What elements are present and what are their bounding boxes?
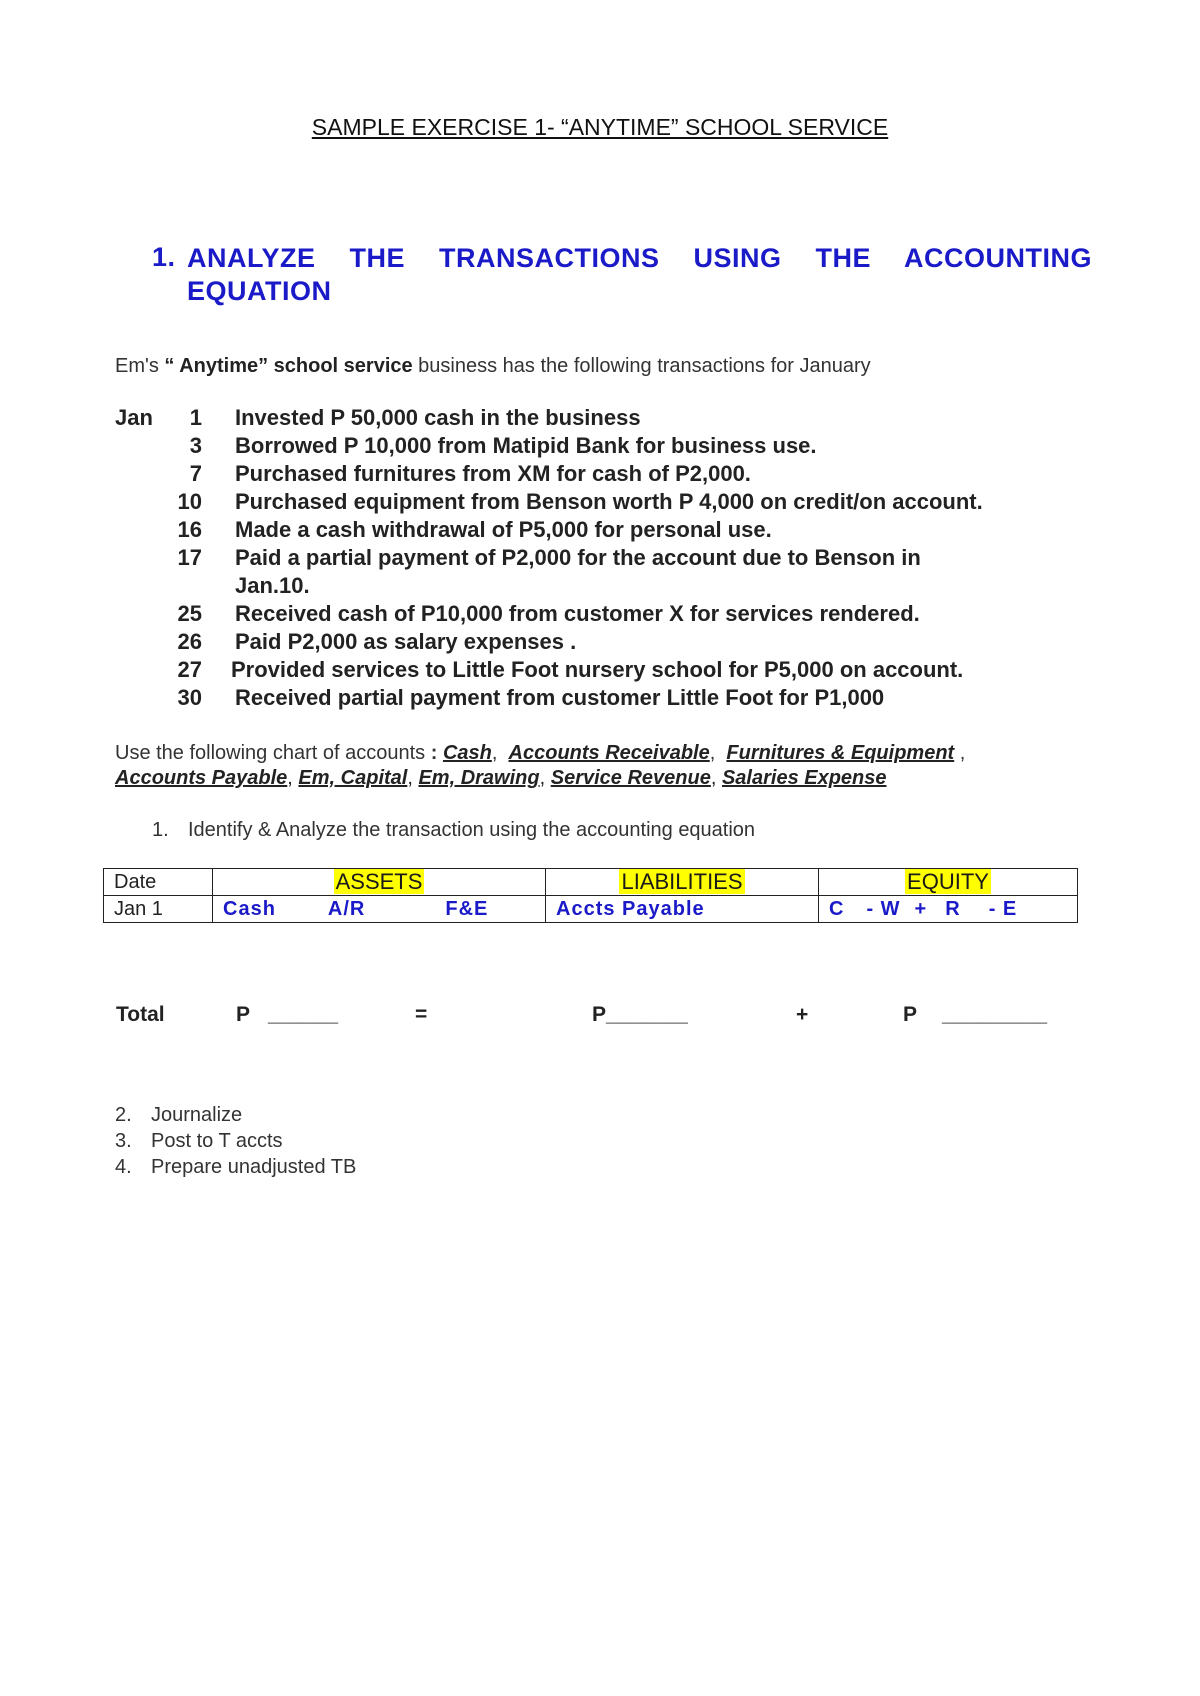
step-4-number: 4. xyxy=(115,1156,132,1178)
accounting-equation-table xyxy=(103,868,1078,923)
total-assets-blank: ______ xyxy=(268,1003,339,1026)
transaction-text: Provided services to Little Foot nursery school for P5,000 on account. xyxy=(231,657,964,682)
intro-paragraph xyxy=(115,355,871,378)
transaction-text: Purchased furnitures from XM for cash of P2,000. xyxy=(235,461,751,486)
document-title: SAMPLE EXERCISE 1- “ANYTIME” SCHOOL SERVICE xyxy=(311,114,889,140)
account-payable: Accounts Payable xyxy=(115,767,288,789)
total-plus: + xyxy=(796,1003,809,1026)
header-assets xyxy=(213,869,546,896)
transaction-text: Received cash of P10,000 from customer X for services rendered. xyxy=(235,601,920,626)
transaction-text: Invested P 50,000 cash in the business xyxy=(235,405,641,430)
step-1-number: 1. xyxy=(152,819,169,841)
transaction-day: 27 xyxy=(177,657,202,682)
total-label: Total xyxy=(116,1003,165,1026)
row-equity xyxy=(819,896,1078,923)
step-4-text: Prepare unadjusted TB xyxy=(151,1156,357,1178)
section-title-line2: EQUATION xyxy=(187,276,332,306)
liabilities-label: LIABILITIES xyxy=(621,869,743,894)
row-assets xyxy=(213,896,546,923)
transaction-text: Purchased equipment from Benson worth P 4,000 on credit/on account. xyxy=(235,489,983,514)
section-number: 1. xyxy=(152,242,176,272)
step-1 xyxy=(152,819,755,842)
table-header-row xyxy=(104,869,1078,896)
row-liabilities: Accts Payable xyxy=(546,896,819,923)
step-3-number: 3. xyxy=(115,1130,132,1152)
transaction-text: Received partial payment from customer Little Foot for P1,000 xyxy=(235,685,885,710)
header-date: Date xyxy=(104,869,213,896)
transaction-day: 10 xyxy=(177,489,202,514)
transaction-day: 26 xyxy=(177,629,202,654)
total-equity-blank: _________ xyxy=(942,1003,1048,1026)
transaction-day: 3 xyxy=(189,433,202,458)
account-receivable: Accounts Receivable xyxy=(508,742,710,764)
intro-business-name: “ Anytime” school service xyxy=(164,355,413,377)
table-row xyxy=(104,896,1078,923)
transaction-day: 16 xyxy=(177,517,202,542)
asset-fe: F&E xyxy=(445,897,489,920)
total-liabilities-blank: P_______ xyxy=(592,1003,688,1026)
account-capital: Em, Capital xyxy=(298,767,408,789)
asset-cash: Cash xyxy=(223,897,276,920)
transaction-text: Paid a partial payment of P2,000 for the account due to Benson in xyxy=(235,545,921,570)
header-liabilities xyxy=(546,869,819,896)
header-equity xyxy=(819,869,1078,896)
transaction-day: 25 xyxy=(177,601,202,626)
transaction-text: Made a cash withdrawal of P5,000 for personal use. xyxy=(235,517,772,542)
account-service-revenue: Service Revenue xyxy=(550,767,711,789)
transactions-month: Jan xyxy=(115,405,153,430)
account-salaries-expense: Salaries Expense xyxy=(721,767,887,789)
equity-r: R xyxy=(945,897,961,920)
asset-ar: A/R xyxy=(327,897,366,920)
step-2-number: 2. xyxy=(115,1104,132,1126)
step-3 xyxy=(115,1130,283,1153)
total-assets-p: P xyxy=(236,1003,251,1026)
step-4 xyxy=(115,1156,356,1179)
transaction-day: 1 xyxy=(189,405,202,430)
equity-c: C xyxy=(829,897,845,920)
transaction-text: Paid P2,000 as salary expenses . xyxy=(235,629,577,654)
transaction-day: 7 xyxy=(189,461,202,486)
transaction-day: 17 xyxy=(177,545,202,570)
step-2-text: Journalize xyxy=(151,1104,243,1126)
row-date: Jan 1 xyxy=(104,896,213,923)
chart-of-accounts-line2: Accounts Payable, Em, Capital, Em, Drawing, Service Revenue, Salaries Expense xyxy=(115,767,887,789)
chart-colon: : xyxy=(430,742,438,764)
equity-plus: + xyxy=(914,897,928,920)
intro-suffix: business has the following transactions for January xyxy=(412,355,871,377)
step-3-text: Post to T accts xyxy=(151,1130,283,1152)
section-title-line1: ANALYZE THE TRANSACTIONS USING THE ACCOUNTING xyxy=(187,243,1092,273)
transaction-text: Jan.10. xyxy=(235,573,310,598)
equity-e: - E xyxy=(988,897,1018,920)
step-2 xyxy=(115,1104,242,1127)
chart-of-accounts-line1: Use the following chart of accounts : Cash, Accounts Receivable, Furnitures & Equipment , xyxy=(115,742,966,764)
step-1-text: Identify & Analyze the transaction using the accounting equation xyxy=(188,819,756,841)
equity-w: - W xyxy=(866,897,901,920)
chart-lead: Use the following chart of accounts xyxy=(115,742,431,764)
account-cash: Cash xyxy=(442,742,492,764)
transaction-text: Borrowed P 10,000 from Matipid Bank for business use. xyxy=(235,433,817,458)
assets-label: ASSETS xyxy=(335,869,423,894)
equity-label: EQUITY xyxy=(907,869,989,894)
total-equals: = xyxy=(415,1003,428,1026)
account-drawing: Em, Drawing xyxy=(418,767,540,789)
intro-prefix: Em's xyxy=(115,355,165,377)
total-equity-p: P xyxy=(903,1003,918,1026)
account-furnitures-equipment: Furnitures & Equipment xyxy=(726,742,955,764)
transaction-day: 30 xyxy=(177,685,202,710)
